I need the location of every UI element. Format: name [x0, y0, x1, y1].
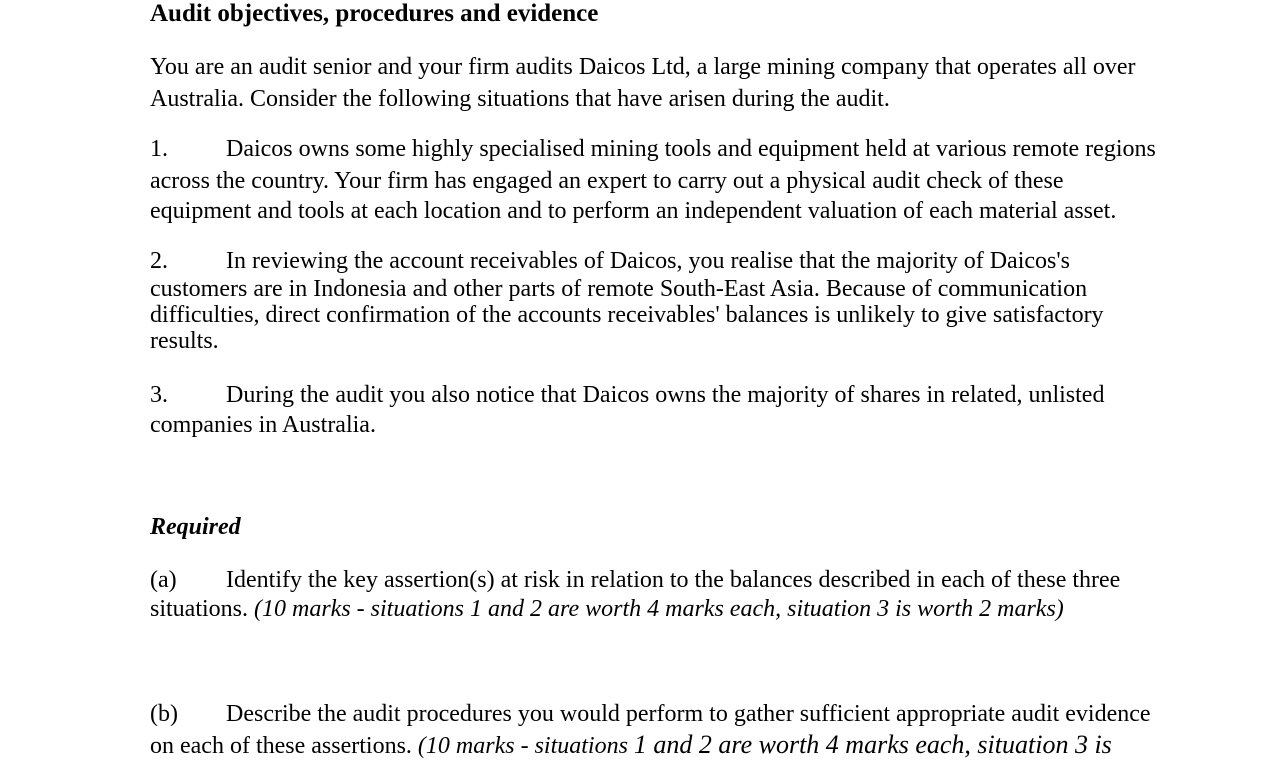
question-a-text: Identify the key assertion(s) at risk in relation to the balances described in each of these three [226, 567, 1121, 593]
question-b-text-cont: on each of these assertions. [150, 733, 412, 759]
question-b-line-2 [150, 731, 1112, 760]
question-a-line-1 [150, 566, 1120, 594]
situation-3-line-1 [150, 381, 1104, 409]
situation-2-line-2: customers are in Indonesia and other parts of remote South-East Asia. Because of communication [150, 276, 1088, 302]
question-b-line-1 [150, 700, 1151, 728]
question-a-marks: (10 marks - situations 1 and 2 are worth 4 marks each, situation 3 is worth 2 marks) [254, 596, 1064, 622]
page-title: Audit objectives, procedures and evidence [150, 0, 599, 27]
situation-3-line-2: companies in Australia. [150, 412, 376, 438]
situation-1-number: 1. [150, 136, 168, 162]
situation-2-text: In reviewing the account receivables of Daicos, you realise that the majority of Daicos's [226, 248, 1071, 274]
intro-line-1: You are an audit senior and your firm audits Daicos Ltd, a large mining company that operates all over [150, 54, 1136, 80]
question-b-label: (b) [150, 701, 178, 727]
required-heading: Required [150, 514, 241, 540]
situation-1-line-2: across the country. Your firm has engaged an expert to carry out a physical audit check of these [150, 168, 1064, 194]
situation-1-line-3: equipment and tools at each location and to perform an independent valuation of each material asset. [150, 198, 1117, 224]
intro-line-2: Australia. Consider the following situations that have arisen during the audit. [150, 86, 890, 112]
situation-2-line-1 [150, 247, 1070, 275]
situation-2-number: 2. [150, 248, 168, 274]
situation-3-number: 3. [150, 382, 168, 408]
situation-2-line-3: difficulties, direct confirmation of the accounts receivables' balances is unlikely to give satisfactory [150, 302, 1104, 328]
question-a-line-2 [150, 595, 1064, 623]
question-a-label: (a) [150, 567, 177, 593]
situation-1-text: Daicos owns some highly specialised mining tools and equipment held at various remote regions [226, 136, 1156, 162]
situation-3-text: During the audit you also notice that Daicos owns the majority of shares in related, unlisted [226, 382, 1105, 408]
question-b-marks-part-2: 1 and 2 are worth 4 marks each, situation 3 is [633, 730, 1112, 759]
situation-2-line-4: results. [150, 328, 219, 354]
situation-1-line-1 [150, 135, 1156, 163]
question-a-text-cont: situations. [150, 596, 249, 622]
question-b-text: Describe the audit procedures you would perform to gather sufficient appropriate audit evidence [226, 701, 1151, 727]
question-b-marks-part-1: (10 marks - situations [417, 733, 628, 759]
